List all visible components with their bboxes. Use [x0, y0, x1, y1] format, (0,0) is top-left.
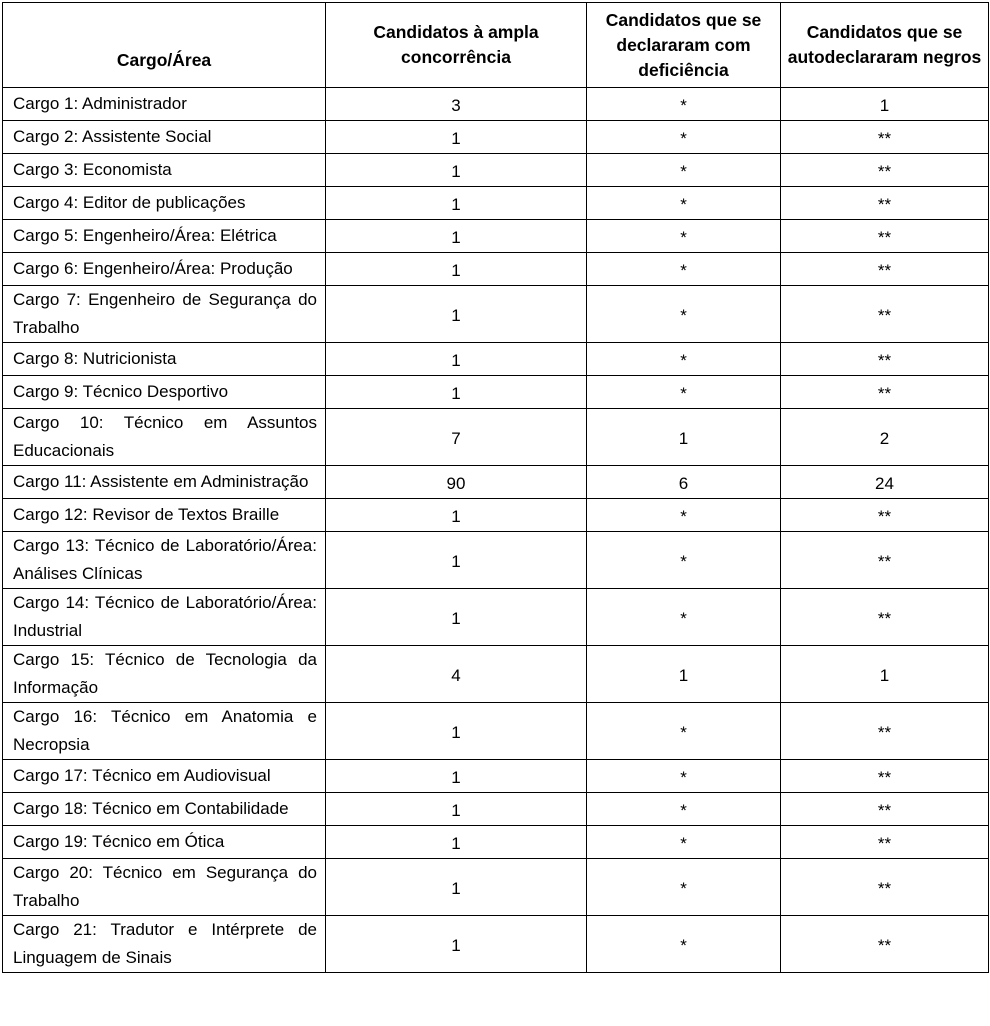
cell-negros: **: [781, 220, 989, 253]
cell-cargo: Cargo 18: Técnico em Contabilidade: [3, 793, 326, 826]
cell-cargo: Cargo 19: Técnico em Ótica: [3, 826, 326, 859]
table-row: [3, 286, 989, 343]
cell-negros: **: [781, 859, 989, 916]
header-cargo: Cargo/Área: [3, 3, 326, 88]
table-row: [3, 499, 989, 532]
cell-deficiencia: *: [587, 793, 781, 826]
cell-deficiencia: *: [587, 154, 781, 187]
cell-ampla: 1: [326, 187, 587, 220]
table-row: [3, 121, 989, 154]
cell-cargo: Cargo 15: Técnico de Tecnologia da Informação: [3, 646, 326, 703]
cell-negros: **: [781, 916, 989, 973]
cell-ampla: 1: [326, 760, 587, 793]
header-ampla: Candidatos à ampla concorrência: [326, 3, 587, 88]
cell-ampla: 1: [326, 859, 587, 916]
cell-deficiencia: *: [587, 916, 781, 973]
table-row: [3, 916, 989, 973]
cell-ampla: 1: [326, 589, 587, 646]
cell-negros: **: [781, 703, 989, 760]
table-row: [3, 646, 989, 703]
cell-cargo: Cargo 21: Tradutor e Intérprete de Linguagem de Sinais: [3, 916, 326, 973]
cell-cargo: Cargo 10: Técnico em Assuntos Educacionais: [3, 409, 326, 466]
cell-cargo: Cargo 7: Engenheiro de Segurança do Trabalho: [3, 286, 326, 343]
cell-negros: **: [781, 826, 989, 859]
cell-deficiencia: *: [587, 703, 781, 760]
table-row: [3, 859, 989, 916]
cell-ampla: 7: [326, 409, 587, 466]
cell-negros: **: [781, 253, 989, 286]
cell-negros: **: [781, 286, 989, 343]
table-row: [3, 154, 989, 187]
cell-ampla: 1: [326, 826, 587, 859]
cell-ampla: 1: [326, 376, 587, 409]
cell-negros: **: [781, 154, 989, 187]
cell-negros: **: [781, 532, 989, 589]
cell-deficiencia: *: [587, 343, 781, 376]
table-row: [3, 466, 989, 499]
cell-ampla: 4: [326, 646, 587, 703]
cell-negros: **: [781, 343, 989, 376]
cell-cargo: Cargo 3: Economista: [3, 154, 326, 187]
cell-negros: **: [781, 589, 989, 646]
header-deficiencia: Candidatos que se declararam com deficiência: [587, 3, 781, 88]
cell-ampla: 1: [326, 793, 587, 826]
cell-deficiencia: *: [587, 220, 781, 253]
cell-cargo: Cargo 14: Técnico de Laboratório/Área: Industrial: [3, 589, 326, 646]
table-row: [3, 253, 989, 286]
cell-deficiencia: *: [587, 760, 781, 793]
cell-ampla: 1: [326, 286, 587, 343]
cell-cargo: Cargo 1: Administrador: [3, 88, 326, 121]
cell-negros: **: [781, 121, 989, 154]
cell-cargo: Cargo 11: Assistente em Administração: [3, 466, 326, 499]
cell-cargo: Cargo 12: Revisor de Textos Braille: [3, 499, 326, 532]
cell-deficiencia: *: [587, 499, 781, 532]
cell-deficiencia: *: [587, 88, 781, 121]
table-row: [3, 589, 989, 646]
table-row: [3, 793, 989, 826]
cell-negros: **: [781, 499, 989, 532]
table-body: [3, 88, 989, 973]
header-negros: Candidatos que se autodeclararam negros: [781, 3, 989, 88]
cell-negros: 1: [781, 88, 989, 121]
table-row: [3, 532, 989, 589]
table-row: [3, 88, 989, 121]
cell-deficiencia: *: [587, 826, 781, 859]
cell-negros: 1: [781, 646, 989, 703]
cell-ampla: 1: [326, 532, 587, 589]
cell-deficiencia: *: [587, 187, 781, 220]
table-row: [3, 220, 989, 253]
cell-deficiencia: *: [587, 286, 781, 343]
cell-ampla: 1: [326, 916, 587, 973]
table-row: [3, 409, 989, 466]
cell-negros: 2: [781, 409, 989, 466]
cell-ampla: 1: [326, 343, 587, 376]
cell-cargo: Cargo 2: Assistente Social: [3, 121, 326, 154]
cell-negros: **: [781, 760, 989, 793]
vacancies-table: [2, 2, 989, 973]
cell-cargo: Cargo 17: Técnico em Audiovisual: [3, 760, 326, 793]
cell-ampla: 1: [326, 253, 587, 286]
cell-deficiencia: *: [587, 532, 781, 589]
cell-deficiencia: *: [587, 589, 781, 646]
table-row: [3, 187, 989, 220]
table-row: [3, 826, 989, 859]
table-row: [3, 343, 989, 376]
cell-deficiencia: 6: [587, 466, 781, 499]
cell-cargo: Cargo 16: Técnico em Anatomia e Necropsia: [3, 703, 326, 760]
cell-ampla: 1: [326, 154, 587, 187]
cell-deficiencia: 1: [587, 409, 781, 466]
header-row: [3, 3, 989, 88]
cell-cargo: Cargo 5: Engenheiro/Área: Elétrica: [3, 220, 326, 253]
cell-deficiencia: 1: [587, 646, 781, 703]
cell-ampla: 1: [326, 220, 587, 253]
cell-cargo: Cargo 6: Engenheiro/Área: Produção: [3, 253, 326, 286]
cell-cargo: Cargo 20: Técnico em Segurança do Trabalho: [3, 859, 326, 916]
cell-negros: **: [781, 187, 989, 220]
cell-deficiencia: *: [587, 376, 781, 409]
cell-deficiencia: *: [587, 859, 781, 916]
cell-ampla: 3: [326, 88, 587, 121]
cell-deficiencia: *: [587, 253, 781, 286]
cell-cargo: Cargo 4: Editor de publicações: [3, 187, 326, 220]
cell-ampla: 1: [326, 499, 587, 532]
cell-ampla: 1: [326, 703, 587, 760]
cell-ampla: 1: [326, 121, 587, 154]
cell-cargo: Cargo 9: Técnico Desportivo: [3, 376, 326, 409]
cell-negros: **: [781, 376, 989, 409]
table-row: [3, 703, 989, 760]
cell-ampla: 90: [326, 466, 587, 499]
cell-cargo: Cargo 8: Nutricionista: [3, 343, 326, 376]
cell-cargo: Cargo 13: Técnico de Laboratório/Área: Análises Clínicas: [3, 532, 326, 589]
table-row: [3, 760, 989, 793]
cell-negros: 24: [781, 466, 989, 499]
cell-deficiencia: *: [587, 121, 781, 154]
cell-negros: **: [781, 793, 989, 826]
table-row: [3, 376, 989, 409]
